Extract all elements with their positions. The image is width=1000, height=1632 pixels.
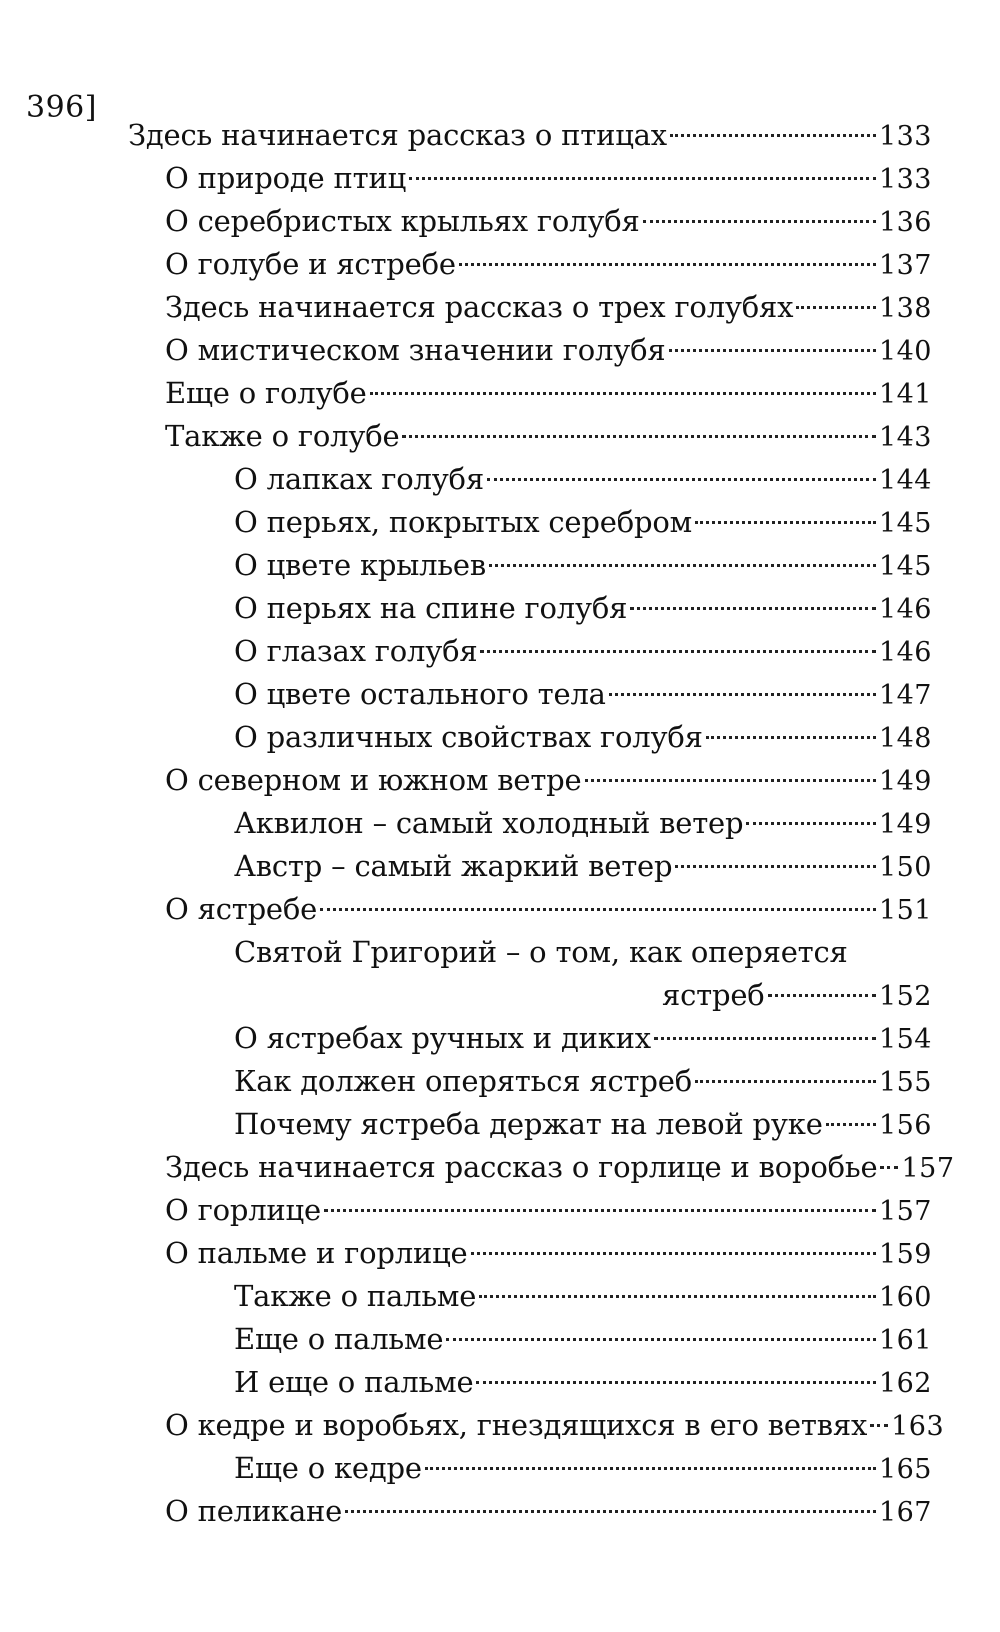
toc-entry[interactable] [0, 501, 1000, 544]
toc-entry-title: О природе птиц [165, 161, 407, 195]
toc-entry-title: Еще о голубе [165, 376, 367, 410]
dot-leader [768, 994, 876, 997]
toc-entry-title: Также о голубе [165, 419, 400, 453]
toc-entry[interactable] [0, 415, 1000, 458]
dot-leader [471, 1252, 876, 1255]
toc-page-number: 151 [878, 895, 932, 926]
toc-entry[interactable] [0, 286, 1000, 329]
toc-entry-title: О различных свойствах голубя [234, 720, 703, 754]
toc-page-number: 163 [891, 1411, 945, 1442]
toc-entry-title: Почему ястреба держат на левой руке [234, 1107, 823, 1141]
toc-entry[interactable] [0, 845, 1000, 888]
toc-page-number: 145 [878, 551, 932, 582]
toc-entry-title: О серебристых крыльях голубя [165, 204, 640, 238]
toc-entry-title: О ястребах ручных и диких [234, 1021, 651, 1055]
toc-entry[interactable] [0, 587, 1000, 630]
toc-page-number: 136 [878, 207, 932, 238]
toc-page-number: 149 [878, 809, 932, 840]
dot-leader [654, 1037, 876, 1040]
toc-entry[interactable] [0, 716, 1000, 759]
toc-entry[interactable] [0, 1490, 1000, 1533]
dot-leader [670, 134, 876, 137]
toc-page-number: 165 [878, 1454, 932, 1485]
dot-leader [345, 1510, 876, 1513]
dot-leader [480, 650, 875, 653]
toc-entry[interactable] [0, 1318, 1000, 1361]
dot-leader [643, 220, 876, 223]
dot-leader [489, 564, 876, 567]
toc-entry[interactable] [0, 458, 1000, 501]
dot-leader [695, 521, 876, 524]
toc-entry[interactable] [0, 630, 1000, 673]
toc-entry-title: И еще о пальме [234, 1365, 474, 1399]
dot-leader [746, 822, 876, 825]
dot-leader [476, 1381, 876, 1384]
toc-entry-title: О голубе и ястребе [165, 247, 456, 281]
toc-entry-title: Еще о пальме [234, 1322, 444, 1356]
toc-page-number: 146 [878, 637, 932, 668]
dot-leader [446, 1338, 876, 1341]
toc-entry[interactable] [0, 759, 1000, 802]
toc-entry[interactable] [0, 1189, 1000, 1232]
dot-leader [425, 1467, 876, 1470]
toc-entry-title: О северном и южном ветре [165, 763, 582, 797]
toc-entry-title: О горлице [165, 1193, 321, 1227]
toc-entry[interactable] [0, 329, 1000, 372]
dot-leader [370, 392, 876, 395]
toc-entry-title: Также о пальме [234, 1279, 477, 1313]
dot-leader [320, 908, 876, 911]
toc-entry[interactable] [0, 1447, 1000, 1490]
dot-leader [630, 607, 876, 610]
toc-page-number: 148 [878, 723, 932, 754]
toc-entry[interactable] [0, 1361, 1000, 1404]
toc-entry-title: Здесь начинается рассказ о трех голубях [165, 290, 794, 324]
toc-entry-title: О глазах голубя [234, 634, 478, 668]
dot-leader [409, 177, 876, 180]
toc-entry[interactable] [0, 931, 1000, 1017]
dot-leader [796, 306, 876, 309]
toc-page-number: 137 [878, 250, 932, 281]
toc-entry[interactable] [0, 243, 1000, 286]
toc-entry-title: Еще о кедре [234, 1451, 422, 1485]
toc-page-number: 152 [878, 981, 932, 1012]
toc-page-number: 155 [878, 1067, 932, 1098]
toc-page-number: 150 [878, 852, 932, 883]
toc-entry[interactable] [0, 1404, 1000, 1447]
toc-page-number: 160 [878, 1282, 932, 1313]
toc-page-number: 154 [878, 1024, 932, 1055]
dot-leader [479, 1295, 876, 1298]
toc-entry-title: О лапках голубя [234, 462, 484, 496]
toc-page-number: 157 [901, 1153, 955, 1184]
dot-leader [609, 693, 876, 696]
toc-page-number: 133 [878, 164, 932, 195]
dot-leader [880, 1166, 898, 1169]
toc-entry[interactable] [0, 544, 1000, 587]
toc-entry[interactable] [0, 888, 1000, 931]
toc-entry[interactable] [0, 1146, 1000, 1189]
toc-entry[interactable] [0, 200, 1000, 243]
dot-leader [695, 1080, 876, 1083]
toc-entry[interactable] [0, 1017, 1000, 1060]
toc-page-number: 157 [878, 1196, 932, 1227]
toc-entry[interactable] [0, 157, 1000, 200]
toc-page-number: 140 [878, 336, 932, 367]
dot-leader [324, 1209, 876, 1212]
toc-entry-title: Аквилон – самый холодный ветер [234, 806, 744, 840]
toc-entry-title: Здесь начинается рассказ о горлице и воробье [165, 1150, 878, 1184]
toc-entry[interactable] [0, 673, 1000, 716]
dot-leader [706, 736, 876, 739]
toc-page-number: 143 [878, 422, 932, 453]
toc-entry[interactable] [0, 1275, 1000, 1318]
toc-entry-title: Здесь начинается рассказ о птицах [128, 118, 667, 152]
toc-entry-title: Святой Григорий – о том, как оперяется [234, 935, 848, 969]
toc-entry-title: Австр – самый жаркий ветер [234, 849, 673, 883]
table-of-contents [0, 114, 1000, 1533]
dot-leader [669, 349, 876, 352]
toc-page-number: 162 [878, 1368, 932, 1399]
page-number: 396] [26, 90, 97, 125]
toc-page-number: 149 [878, 766, 932, 797]
dot-leader [870, 1424, 888, 1427]
toc-entry-title: О пеликане [165, 1494, 343, 1528]
toc-page-number: 138 [878, 293, 932, 324]
dot-leader [487, 478, 876, 481]
toc-entry-title: О цвете крыльев [234, 548, 487, 582]
toc-entry-title: О пальме и горлице [165, 1236, 468, 1270]
toc-entry-title: Как должен оперяться ястреб [234, 1064, 692, 1098]
toc-entry[interactable] [0, 802, 1000, 845]
toc-entry-title-continued: ястреб [662, 978, 765, 1012]
dot-leader [826, 1123, 876, 1126]
toc-entry-title: О кедре и воробьях, гнездящихся в его ветвях [165, 1408, 868, 1442]
toc-entry[interactable] [0, 372, 1000, 415]
toc-entry[interactable] [0, 114, 1000, 157]
toc-page-number: 161 [878, 1325, 932, 1356]
toc-page-number: 159 [878, 1239, 932, 1270]
toc-entry-title: О мистическом значении голубя [165, 333, 666, 367]
toc-page-number: 146 [878, 594, 932, 625]
toc-entry-title: О перьях на спине голубя [234, 591, 628, 625]
toc-entry-title: О цвете остального тела [234, 677, 606, 711]
toc-page-number: 144 [878, 465, 932, 496]
dot-leader [585, 779, 876, 782]
toc-entry[interactable] [0, 1103, 1000, 1146]
dot-leader [459, 263, 876, 266]
toc-entry-title: О ястребе [165, 892, 318, 926]
toc-page-number: 141 [878, 379, 932, 410]
toc-page-number: 156 [878, 1110, 932, 1141]
toc-entry-title: О перьях, покрытых серебром [234, 505, 692, 539]
toc-entry[interactable] [0, 1232, 1000, 1275]
toc-page-number: 167 [878, 1497, 932, 1528]
toc-entry[interactable] [0, 1060, 1000, 1103]
toc-page-number: 147 [878, 680, 932, 711]
dot-leader [675, 865, 876, 868]
toc-page-number: 145 [878, 508, 932, 539]
dot-leader [402, 435, 875, 438]
toc-page-number: 133 [878, 121, 932, 152]
